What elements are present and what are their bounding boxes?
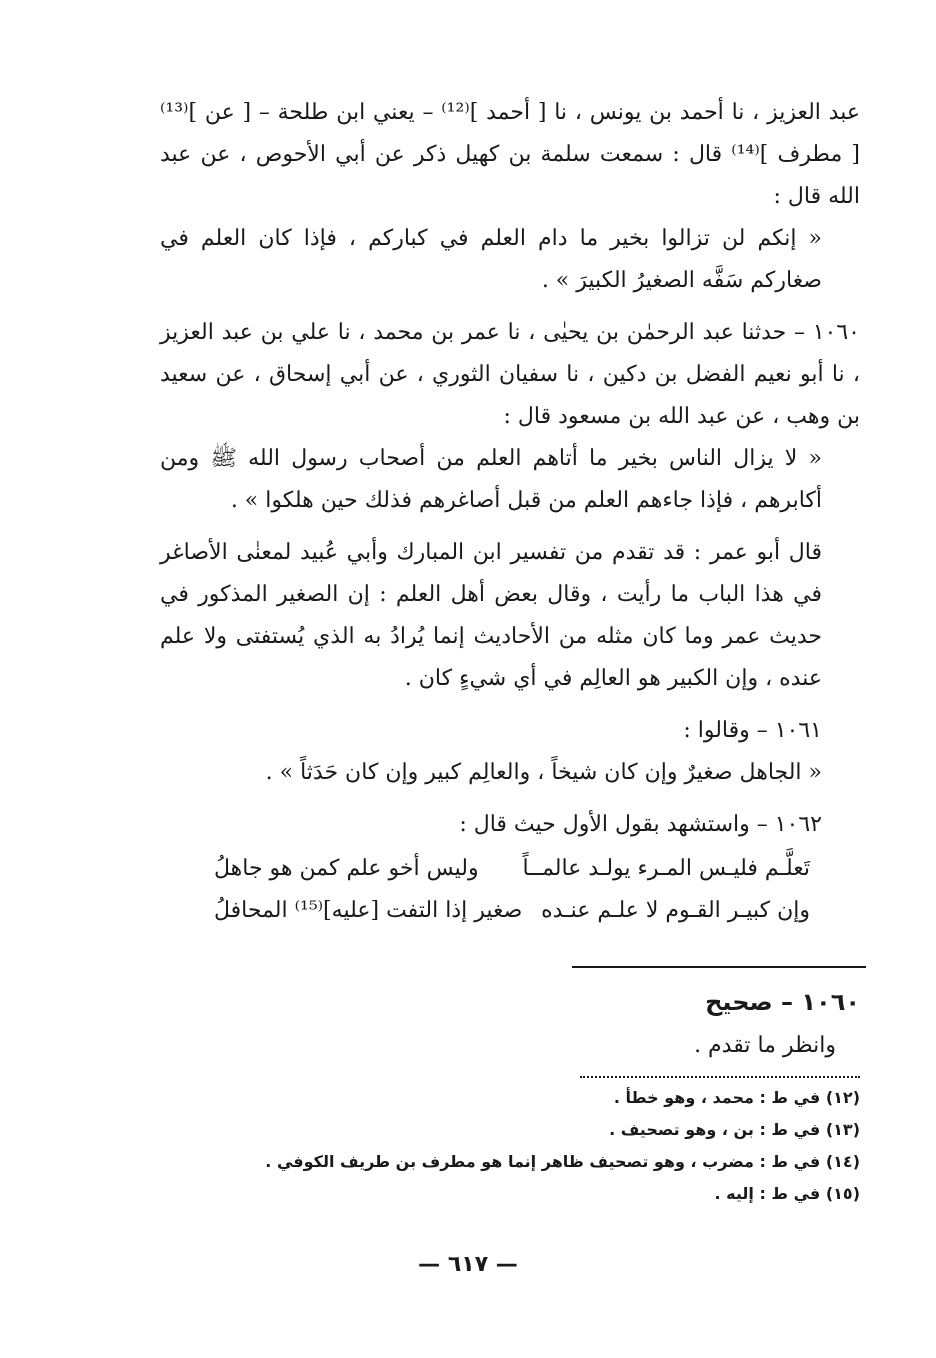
grade-note: وانظر ما تقدم . xyxy=(694,1033,836,1058)
notes-section xyxy=(160,980,860,1210)
page-number: — ٦١٧ — xyxy=(418,1252,518,1277)
paragraph-commentary: قال أبو عمر : قد تقدم من تفسير ابن المبارك وأبي عُبيد لمعنٰى الأصاغر في هذا الباب ما رأيت ، وقال بعض أهل العلم : إن الصغير المذكور في حديث عمر وما كان مثله من الأحاديث إنما يُرادُ به الذي يُستفتى ولا علم عنده ، وإن الكبير هو العالِم في أي شيءٍ كان . xyxy=(160,540,822,691)
poem-hemistich-second: صغير إذا التفت [عليه]⁽¹⁵⁾ المحافلُ xyxy=(214,898,523,923)
paragraph-quote-3: « الجاهل صغيرٌ وإن كان شيخاً ، والعالِم كبير وإن كان حَدَثاً » . xyxy=(265,760,822,785)
footnotes xyxy=(160,1082,860,1210)
main-text xyxy=(160,92,860,932)
footnote-item: (١٣) في ط : بن ، وهو تصحيف . xyxy=(609,1120,860,1139)
poem-verse-2 xyxy=(160,890,860,932)
paragraph-hadith-1062: ١٠٦٢ – واستشهد بقول الأول حيث قال : xyxy=(459,812,822,837)
poem-verse-1 xyxy=(160,848,860,890)
footnote-item: (١٤) في ط : مضرب ، وهو تصحيف ظاهر إنما هو مطرف بن طريف الكوفي . xyxy=(265,1152,860,1171)
paragraph-isnad-continuation: عبد العزيز ، نا أحمد بن يونس ، نا [ أحمد ]⁽¹²⁾ – يعني ابن طلحة – [ عن ]⁽¹³⁾ [ مطرف ]⁽¹⁴⁾ قال : سمعت سلمة بن كهيل ذكر عن أبي الأحوص ، عن عبد الله قال : xyxy=(160,100,861,209)
footnote-item: (١٥) في ط : إليه . xyxy=(714,1184,860,1203)
paragraph-quote-2: « لا يزال الناس بخير ما أتاهم العلم من أصحاب رسول الله ﷺ ومن أكابرهم ، فإذا جاءهم العلم من قبل أصاغرهم فذلك حين هلكوا » . xyxy=(160,446,822,513)
paragraph-hadith-1061: ١٠٦١ – وقالوا : xyxy=(683,718,822,743)
footnote-item: (١٢) في ط : محمد ، وهو خطأ . xyxy=(613,1088,860,1107)
poem-hemistich-first: تَعلَّـم فليـس المـرء يولـد عالمــاً xyxy=(522,856,810,881)
footnote-separator-line xyxy=(572,966,866,968)
paragraph-quote-1: « إنكم لن تزالوا بخير ما دام العلم في كبارکم ، فإذا كان العلم في صغاركم سَفَّه الصغيرُ الكبيرَ » . xyxy=(160,226,822,293)
dotted-separator xyxy=(580,1076,860,1078)
poem-hemistich-second: وليس أخو علم كمن هو جاهلُ xyxy=(214,856,479,881)
poem xyxy=(160,848,860,932)
grade-heading: ١٠٦٠ – صحيح xyxy=(705,988,860,1016)
poem-hemistich-first: وإن كبيـر القـوم لا علـم عنـده xyxy=(541,898,810,923)
paragraph-hadith-1060: ١٠٦٠ – حدثنا عبد الرحمٰن بن يحيٰى ، نا عمر بن محمد ، نا علي بن عبد العزيز ، نا أبو نعيم الفضل بن دكين ، نا سفيان الثوري ، عن أبي إسحاق ، عن سعيد بن وهب ، عن عبد الله بن مسعود قال : xyxy=(160,320,860,429)
